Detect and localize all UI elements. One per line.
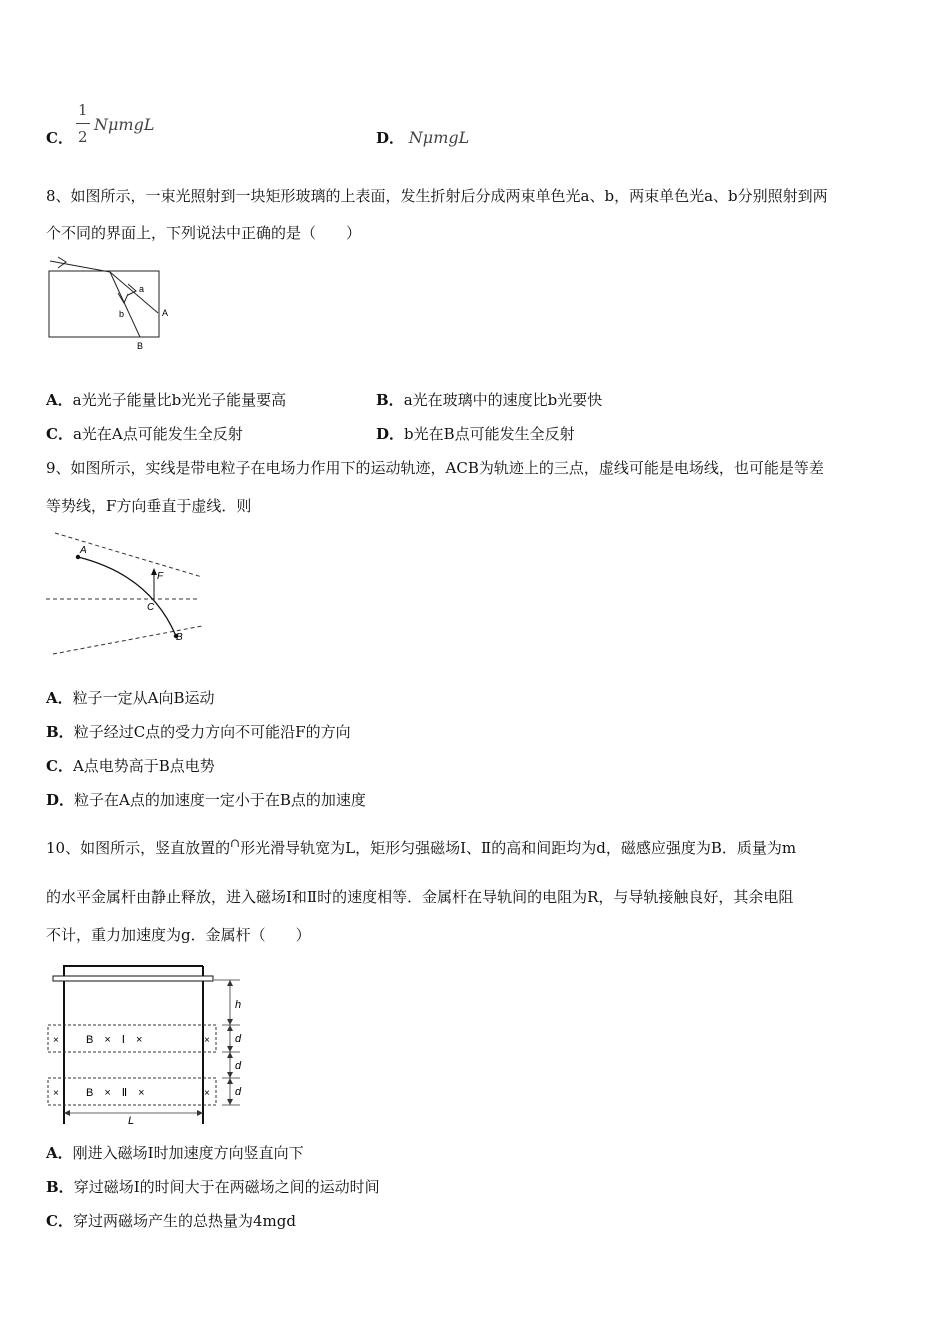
label-B: B <box>137 341 144 351</box>
q8-stem-line1: 8、如图所示，一束光照射到一块矩形玻璃的上表面，发生折射后分成两束单色光a、b，两束单色光a、b分别照射到两 <box>46 187 828 205</box>
option-text: 穿过两磁场产生的总热量为4mgd <box>72 1212 296 1230</box>
option-text: 粒子经过C点的受力方向不可能沿F的方向 <box>73 723 351 741</box>
option-text: 穿过磁场Ⅰ的时间大于在两磁场之间的运动时间 <box>73 1178 380 1196</box>
option-label: A． <box>46 1144 73 1162</box>
option-label: C． <box>46 425 73 443</box>
q9-stem-line2: 等势线，F方向垂直于虚线．则 <box>46 497 252 515</box>
dim-arrowhead <box>227 1046 233 1052</box>
label-C: C <box>147 602 155 613</box>
q10-option-c <box>46 1211 296 1231</box>
cross-mark: × <box>53 1035 59 1046</box>
region-1-label: B × Ⅰ × <box>86 1034 143 1046</box>
option-label: D． <box>46 791 75 809</box>
option-label: B． <box>46 723 74 741</box>
option-text: a光在A点可能发生全反射 <box>72 425 243 443</box>
option-text: 粒子一定从A向B运动 <box>72 689 215 707</box>
q10-stem-pre: 10、如图所示，竖直放置的 <box>46 839 231 857</box>
option-label: A． <box>46 689 73 707</box>
label-L: L <box>128 1115 135 1127</box>
option-text: a光在玻璃中的速度比b光要快 <box>403 391 603 409</box>
cross-mark: × <box>53 1088 59 1099</box>
region-2-label: B × Ⅱ × <box>86 1087 145 1099</box>
label-B: B <box>176 632 183 643</box>
label-d: d <box>235 1086 242 1098</box>
option-text: 粒子在A点的加速度一定小于在B点的加速度 <box>74 791 366 809</box>
label-d: d <box>235 1033 242 1045</box>
label-b: b <box>119 309 125 319</box>
q10-stem-line2: 的水平金属杆由静止释放，进入磁场Ⅰ和Ⅱ时的速度相等．金属杆在导轨间的电阻为R，与导轨接触良好，其余电阻 <box>46 888 794 906</box>
q9-stem-line1: 9、如图所示，实线是带电粒子在电场力作用下的运动轨迹，ACB为轨迹上的三点，虚线可能是电场线，也可能是等差 <box>46 459 824 477</box>
q10-stem-post: 形光滑导轨宽为L，矩形匀强磁场Ⅰ、Ⅱ的高和间距均为d，磁感应强度为B．质量为m <box>240 839 797 857</box>
label-A: A <box>80 545 87 556</box>
cross-mark: × <box>204 1035 210 1046</box>
q8-stem-line2: 个不同的界面上，下列说法中正确的是（ ） <box>46 224 362 242</box>
fraction-numerator: 1 <box>78 101 88 119</box>
option-text: a光光子能量比b光光子能量要高 <box>72 391 287 409</box>
dim-arrowhead <box>227 1078 233 1084</box>
label-A: A <box>162 308 169 318</box>
label-d: d <box>235 1060 242 1072</box>
option-label: A． <box>46 391 73 409</box>
dim-arrowhead <box>227 1052 233 1058</box>
option-label: C． <box>46 757 73 775</box>
q10-stem-line3: 不计，重力加速度为g．金属杆（ ） <box>46 926 311 944</box>
label-F: F <box>157 571 164 582</box>
fraction-denominator: 2 <box>78 128 88 146</box>
dim-arrowhead <box>227 1019 233 1025</box>
metal-rod <box>53 976 213 981</box>
option-label: B． <box>376 391 404 409</box>
label-h: h <box>235 999 242 1011</box>
option-text: b光在B点可能发生全反射 <box>404 425 575 443</box>
rail-shape-symbol: ∩ <box>230 836 241 850</box>
dim-arrowhead <box>227 1072 233 1078</box>
option-text: 刚进入磁场Ⅰ时加速度方向竖直向下 <box>72 1144 304 1162</box>
q10-option-a <box>46 1143 304 1163</box>
option-label: C． <box>46 1212 73 1230</box>
dim-arrowhead <box>227 980 233 986</box>
option-label: C． <box>46 129 73 147</box>
option-label: D． <box>376 129 405 147</box>
option-text: A点电势高于B点电势 <box>72 757 215 775</box>
q7-option-d-expr: NμmgL <box>408 128 470 147</box>
dim-arrowhead <box>227 1025 233 1031</box>
option-label: B． <box>46 1178 74 1196</box>
q7-option-c-expr: NμmgL <box>94 115 155 134</box>
q10-option-b <box>46 1177 380 1197</box>
label-a: a <box>139 284 145 294</box>
option-label: D． <box>376 425 405 443</box>
dim-arrowhead <box>227 1099 233 1105</box>
cross-mark: × <box>204 1088 210 1099</box>
